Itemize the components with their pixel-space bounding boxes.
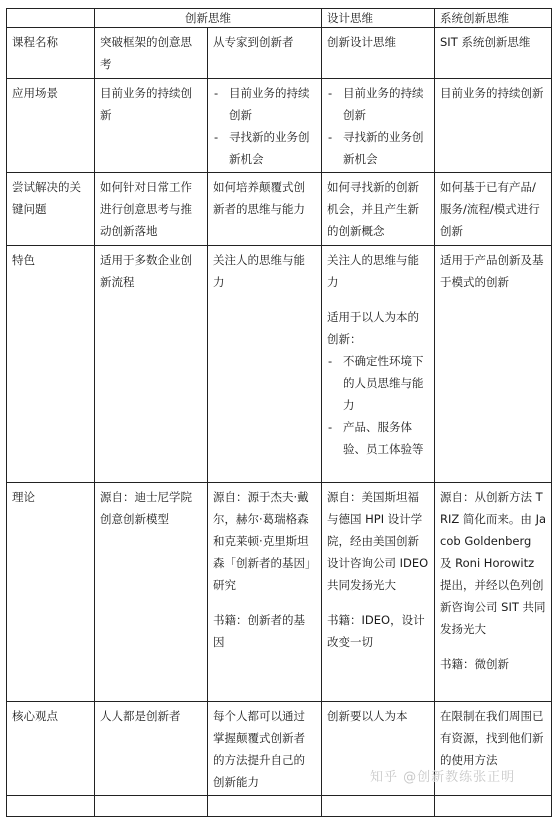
row-course — [7, 28, 552, 79]
table-cell — [435, 483, 552, 702]
row-label: 应用场景 — [7, 79, 95, 173]
cell-paragraph: 适用于以人为本的创新： — [327, 310, 419, 346]
table-cell: 如何寻找新的创新机会，并且产生新的创新概念 — [322, 173, 435, 246]
bullet-list — [327, 350, 429, 460]
table-cell — [322, 246, 435, 483]
cell-paragraph: 书籍：IDEO，设计改变一切 — [327, 613, 425, 649]
comparison-table — [6, 8, 552, 817]
list-item: - 目前业务的持续创新 — [327, 82, 429, 126]
list-item: - 目前业务的持续创新 — [213, 82, 316, 126]
table-cell — [322, 483, 435, 702]
table-cell: 如何基于已有产品/服务/流程/模式进行创新 — [435, 173, 552, 246]
row-scenario — [7, 79, 552, 173]
table-cell — [7, 796, 95, 817]
table-cell: 如何培养颠覆式创新者的思维与能力 — [208, 173, 322, 246]
table-cell — [322, 79, 435, 173]
header-corner — [7, 9, 95, 28]
cell-paragraph: 书籍：微创新 — [440, 657, 509, 671]
header-systematic-innovation: 系统创新思维 — [435, 9, 552, 28]
table-cell — [322, 796, 435, 817]
table-cell: 关注人的思维与能力 — [208, 246, 322, 483]
table-cell: 如何针对日常工作进行创意思考与推动创新落地 — [95, 173, 208, 246]
header-design-thinking: 设计思维 — [322, 9, 435, 28]
cell-paragraph: 源自：美国斯坦福与德国 HPI 设计学院，经由美国创新设计咨询公司 IDEO 共同发扬光大 — [327, 490, 429, 592]
table-cell: 创新设计思维 — [322, 28, 435, 79]
row-label: 尝试解决的关键问题 — [7, 173, 95, 246]
list-item: - 寻找新的业务创新机会 — [213, 126, 316, 170]
row-theory — [7, 483, 552, 702]
table-cell: 适用于多数企业创新流程 — [95, 246, 208, 483]
table-cell — [208, 79, 322, 173]
table-cell — [435, 796, 552, 817]
table-cell: 每个人都可以通过掌握颠覆式创新者的方法提升自己的创新能力 — [208, 702, 322, 796]
header-row — [7, 9, 552, 28]
cell-paragraph: 源自：从创新方法 TRIZ 简化而来。由 Jacob Goldenberg 及 Roni Horowitz 提出，并经以色列创新咨询公司 SIT 共同发扬光大 — [440, 490, 547, 636]
row-label: 理论 — [7, 483, 95, 702]
table-cell: 目前业务的持续创新 — [435, 79, 552, 173]
table-cell: 目前业务的持续创新 — [95, 79, 208, 173]
row-label: 核心观点 — [7, 702, 95, 796]
table-cell: 适用于产品创新及基于模式的创新 — [435, 246, 552, 483]
table-cell: SIT 系统创新思维 — [435, 28, 552, 79]
bullet-list — [213, 82, 316, 170]
list-item: - 寻找新的业务创新机会 — [327, 126, 429, 170]
cell-paragraph: 书籍：创新者的基因 — [213, 613, 305, 649]
row-label: 特色 — [7, 246, 95, 483]
bullet-list — [327, 82, 429, 170]
watermark-text: 知乎 @创新教练张正明 — [370, 770, 516, 785]
table-cell — [95, 796, 208, 817]
cell-paragraph: 源自：源于杰夫·戴尔，赫尔·葛瑞格森和克莱顿·克里斯坦森「创新者的基因」研究 — [213, 490, 311, 592]
row-feature — [7, 246, 552, 483]
row-empty — [7, 796, 552, 817]
table-cell: 创新要以人为本 — [322, 702, 435, 796]
row-label: 课程名称 — [7, 28, 95, 79]
cell-paragraph: 关注人的思维与能力 — [327, 253, 419, 289]
table-cell — [208, 483, 322, 702]
table-cell — [208, 796, 322, 817]
table-cell: 突破框架的创意思考 — [95, 28, 208, 79]
table-cell: 从专家到创新者 — [208, 28, 322, 79]
table-cell: 在限制在我们周围已有资源，找到他们新的使用方法 — [435, 702, 552, 796]
list-item: - 不确定性环境下的人员思维与能力 — [327, 350, 429, 416]
table-cell: 源自：迪士尼学院创意创新模型 — [95, 483, 208, 702]
row-problem — [7, 173, 552, 246]
table-cell: 人人都是创新者 — [95, 702, 208, 796]
list-item: - 产品、服务体验、员工体验等 — [327, 416, 429, 460]
header-innovation-thinking: 创新思维 — [95, 9, 322, 28]
